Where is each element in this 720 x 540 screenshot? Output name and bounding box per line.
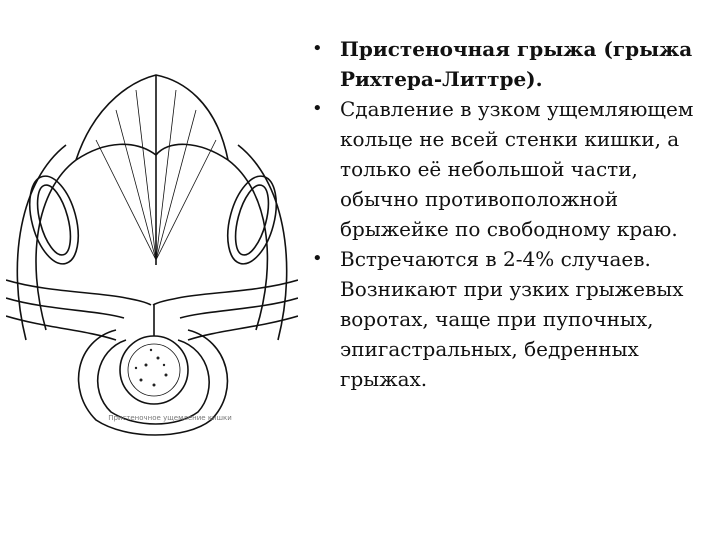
bullet-icon: • [312,98,323,119]
bullet-text: Встречаются в 2-4% случаев. Возникают при узких грыжевых воротах, чаще при пупочных, эпигастральных, бедренных грыжах. [340,247,684,391]
hernia-illustration [6,30,298,440]
bullet-item [308,244,713,394]
bullet-item [308,94,713,244]
bullet-icon: • [312,248,323,269]
bullet-text: Сдавление в узком ущемляющем кольце не всей стенки кишки, а только её небольшой части, обычно противоположной брыжейке по свободному краю. [340,97,694,241]
figure-caption: Пристеночное ущемление кишки [108,414,232,422]
bullet-text: Пристеночная грыжа (грыжа Рихтера-Литтре). [340,37,693,91]
bullet-icon: • [312,38,323,59]
bullet-item [308,34,713,94]
bullet-list [308,34,713,394]
